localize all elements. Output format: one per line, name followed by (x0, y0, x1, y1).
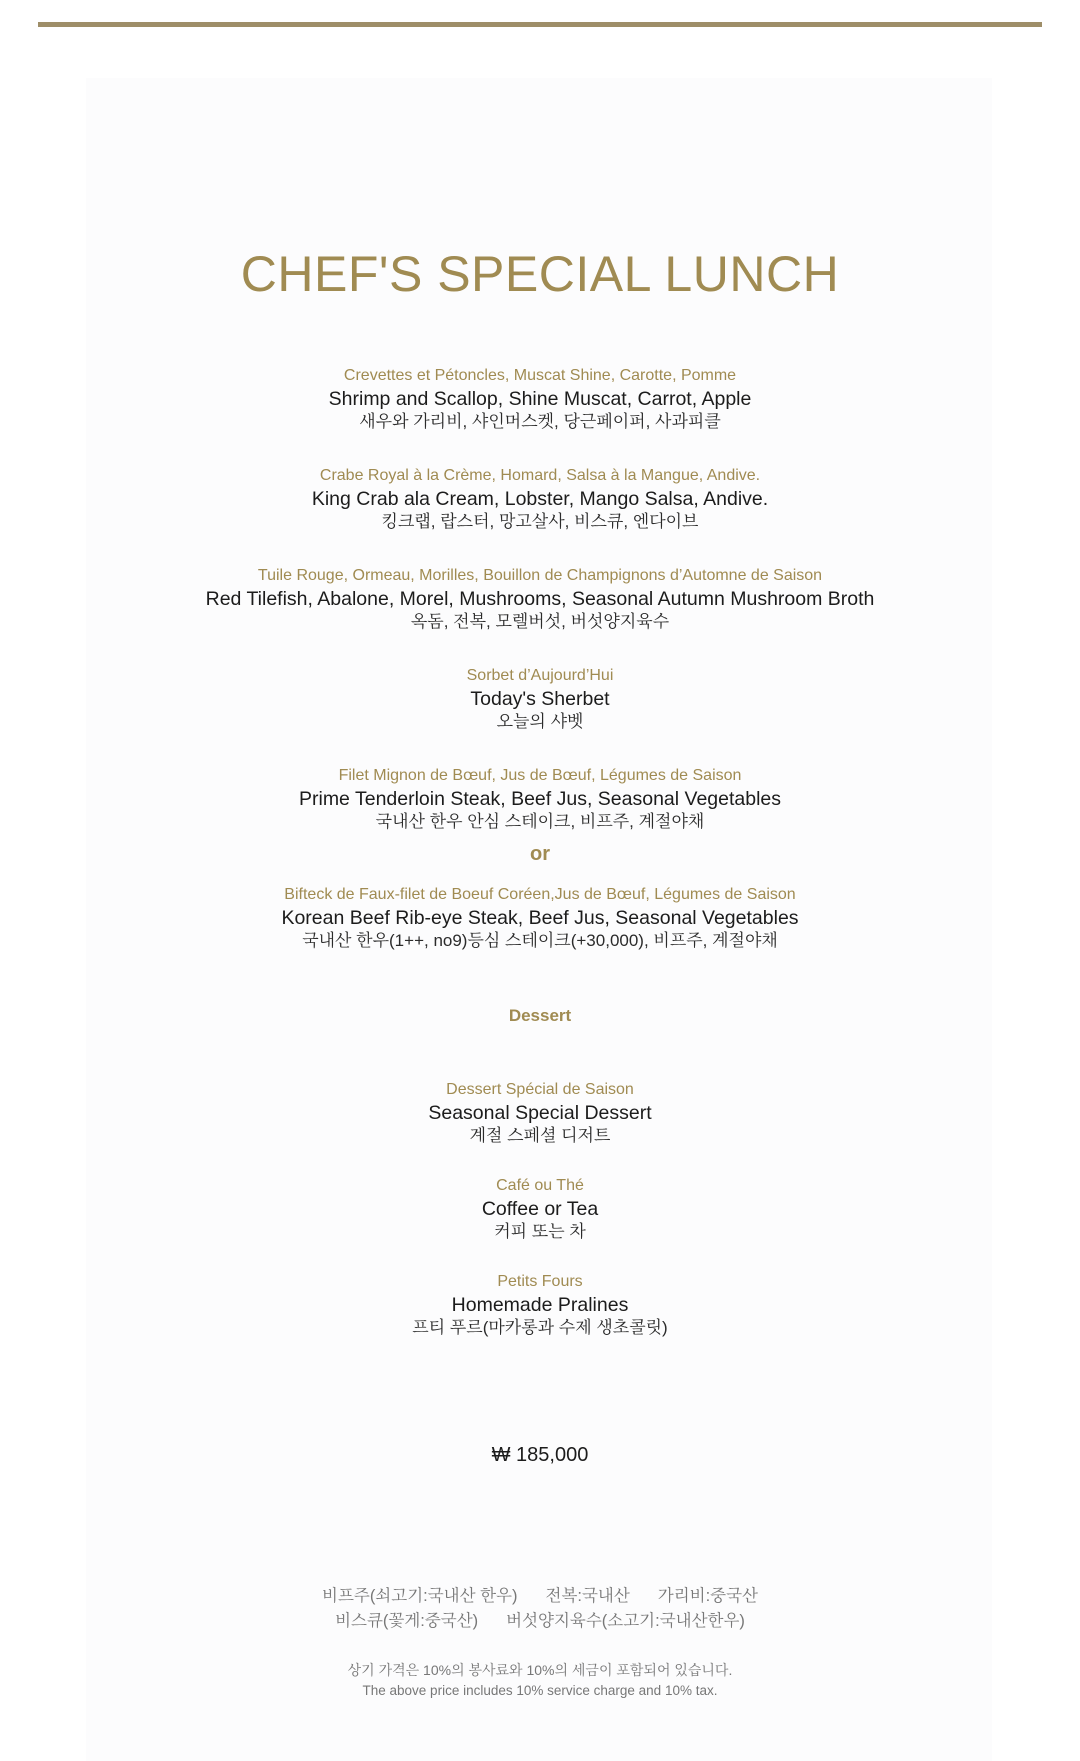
course-korean: 국내산 한우 안심 스테이크, 비프주, 계절야채 (375, 812, 705, 831)
course-english: Korean Beef Rib-eye Steak, Beef Jus, Seasonal Vegetables (281, 907, 799, 929)
course-english: Red Tilefish, Abalone, Morel, Mushrooms, Seasonal Autumn Mushroom Broth (205, 588, 875, 610)
course-item (0, 765, 1080, 833)
dessert-english: Homemade Pralines (451, 1294, 629, 1316)
top-divider (38, 22, 1042, 27)
course-french: Filet Mignon de Bœuf, Jus de Bœuf, Légumes de Saison (338, 767, 742, 784)
course-item (0, 884, 1080, 952)
dessert-english: Coffee or Tea (481, 1198, 599, 1220)
course-item (0, 565, 1080, 633)
tax-note-korean: 상기 가격은 10%의 봉사료와 10%의 세금이 포함되어 있습니다. (347, 1662, 733, 1678)
origin-info (0, 1584, 1080, 1634)
course-french: Crabe Royal à la Crème, Homard, Salsa à la Mangue, Andive. (319, 467, 761, 484)
dessert-french: Café ou Thé (496, 1177, 584, 1194)
course-korean: 킹크랩, 랍스터, 망고살사, 비스큐, 엔다이브 (381, 512, 699, 531)
course-english: King Crab ala Cream, Lobster, Mango Salsa, Andive. (311, 488, 769, 510)
origin-entry: 버섯양지육수(소고기:국내산한우) (506, 1612, 745, 1630)
course-english: Today's Sherbet (470, 688, 610, 710)
origin-entry: 비프주(쇠고기:국내산 한우) (322, 1587, 518, 1605)
dessert-english: Seasonal Special Dessert (428, 1102, 652, 1124)
course-french: Sorbet d’Aujourd’Hui (466, 667, 614, 684)
dessert-korean: 프티 푸르(마카롱과 수제 생초콜릿) (412, 1318, 668, 1337)
dessert-heading: Dessert (508, 1006, 572, 1025)
dessert-french: Dessert Spécial de Saison (446, 1081, 634, 1098)
dessert-korean: 커피 또는 차 (494, 1222, 586, 1241)
course-english: Shrimp and Scallop, Shine Muscat, Carrot, Apple (328, 388, 752, 410)
menu-price: ₩ 185,000 (491, 1444, 589, 1466)
dessert-item (0, 1175, 1080, 1243)
course-french: Tuile Rouge, Ormeau, Morilles, Bouillon de Champignons d’Automne de Saison (257, 567, 823, 584)
dessert-item (0, 1271, 1080, 1339)
course-korean: 새우와 가리비, 샤인머스켓, 당근페이퍼, 사과피클 (359, 412, 721, 431)
course-item (0, 665, 1080, 733)
course-item (0, 465, 1080, 533)
tax-note-english: The above price includes 10% service charge and 10% tax. (362, 1683, 718, 1698)
course-item (0, 365, 1080, 433)
course-korean: 옥돔, 전복, 모렐버섯, 버섯양지육수 (410, 612, 670, 631)
dessert-item (0, 1079, 1080, 1147)
course-korean: 오늘의 샤벳 (496, 712, 584, 731)
course-french: Crevettes et Pétoncles, Muscat Shine, Carotte, Pomme (343, 367, 737, 384)
origin-entry: 가리비:중국산 (657, 1587, 758, 1605)
menu-title: CHEF'S SPECIAL LUNCH (240, 246, 840, 302)
dessert-french: Petits Fours (497, 1273, 583, 1290)
origin-line (0, 1609, 1080, 1634)
or-separator: or (530, 843, 550, 865)
course-french: Bifteck de Faux-filet de Boeuf Coréen,Jus de Bœuf, Légumes de Saison (284, 886, 796, 903)
origin-entry: 전복:국내산 (545, 1587, 630, 1605)
origin-entry: 비스큐(꽃게:중국산) (335, 1612, 479, 1630)
origin-line (0, 1584, 1080, 1609)
course-english: Prime Tenderloin Steak, Beef Jus, Seasonal Vegetables (298, 788, 782, 810)
dessert-korean: 계절 스페셜 디저트 (469, 1126, 611, 1145)
course-korean: 국내산 한우(1++, no9)등심 스테이크(+30,000), 비프주, 계절야채 (302, 931, 778, 950)
